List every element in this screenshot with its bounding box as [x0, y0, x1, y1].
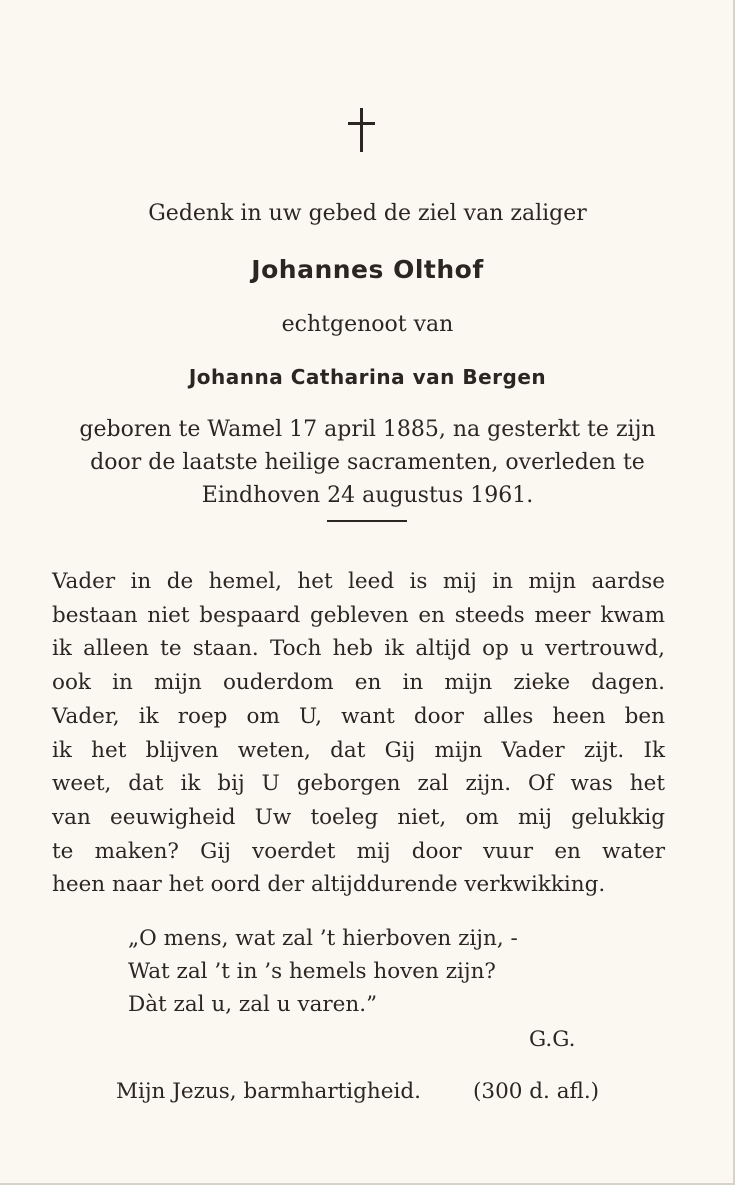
indulgence-note: (300 d. afl.) — [473, 1079, 600, 1104]
prayer-line-1: Vader in de hemel, het leed is mij in mijn aardse — [52, 569, 665, 594]
prayer-line-4: ook in mijn ouderdom en in mijn zieke dagen. — [52, 670, 665, 696]
prayer-line-7: weet, dat ik bij U geborgen zal zijn. Of was het — [52, 771, 665, 797]
deceased-name: Johannes Olthof — [251, 255, 484, 284]
verse-line-1: „O mens, wat zal ’t hierboven zijn, - — [128, 926, 518, 951]
cross-icon-horizontal — [348, 122, 375, 125]
relation-text: echtgenoot van — [281, 312, 454, 337]
spouse-name: Johanna Catharina van Bergen — [188, 365, 547, 389]
prayer-line-3: ik alleen te staan. Toch heb ik altijd op u vertrouwd, — [52, 636, 665, 662]
bio-line-2: door de laatste heilige sacramenten, overleden te — [90, 450, 645, 475]
intro-text: Gedenk in uw gebed de ziel van zaliger — [148, 201, 587, 226]
bio-line-3: Eindhoven 24 augustus 1961. — [201, 483, 534, 508]
prayer-line-6: ik het blijven weten, dat Gij mijn Vader zijt. Ik — [52, 737, 665, 763]
ejaculation-text: Mijn Jezus, barmhartigheid. — [116, 1079, 421, 1104]
prayer-line-2: bestaan niet bespaard gebleven en steeds meer kwam — [52, 602, 665, 628]
verse-line-2: Wat zal ’t in ’s hemels hoven zijn? — [128, 959, 496, 984]
verse-author: G.G. — [529, 1027, 576, 1052]
bio-line-1: geboren te Wamel 17 april 1885, na gesterkt te zijn — [79, 417, 656, 442]
prayer-line-10: heen naar het oord der altijddurende verkwikking. — [52, 872, 606, 898]
prayer-line-8: van eeuwigheid Uw toeleg niet, om mij gelukkig — [52, 804, 665, 830]
verse-line-3: Dàt zal u, zal u varen.” — [128, 992, 378, 1017]
cross-icon-vertical — [360, 108, 363, 152]
divider — [327, 520, 407, 522]
prayer-line-9: te maken? Gij voerdet mij door vuur en water — [52, 838, 665, 864]
cross-icon — [345, 108, 379, 152]
prayer-line-5: Vader, ik roep om U, want door alles heen ben — [52, 703, 665, 729]
